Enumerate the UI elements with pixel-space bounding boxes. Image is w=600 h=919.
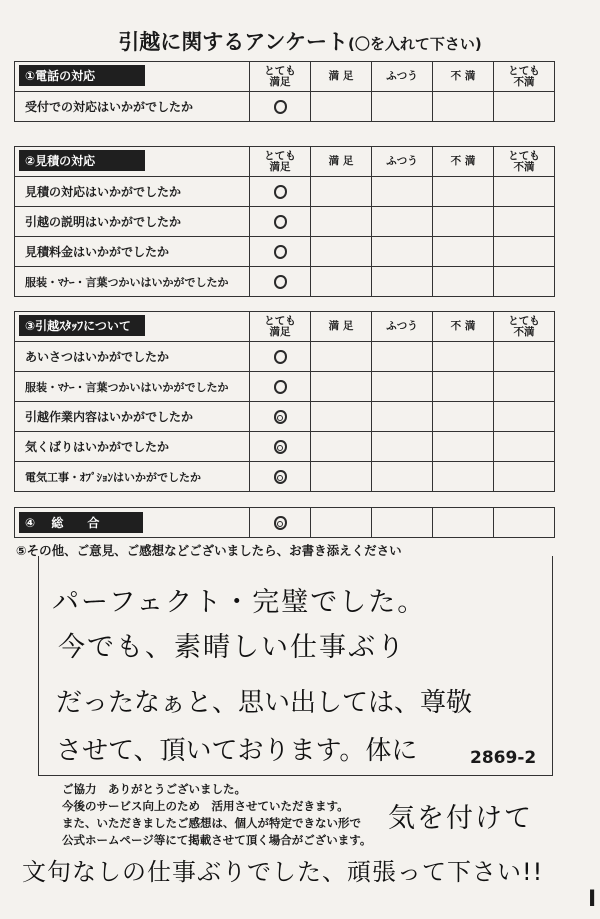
answer-cell[interactable]	[250, 177, 311, 207]
answer-cell[interactable]	[494, 267, 555, 297]
col-very-dissatisfied: とても 不満	[494, 147, 555, 177]
answer-cell[interactable]	[250, 342, 311, 372]
answer-cell[interactable]	[494, 207, 555, 237]
answer-cell[interactable]	[372, 237, 433, 267]
question-text: 受付での対応はいかがでしたか	[15, 92, 250, 122]
answer-cell[interactable]	[494, 342, 555, 372]
section-header-row	[15, 147, 555, 177]
col-dissatisfied: 不 満	[433, 62, 494, 92]
answer-cell[interactable]	[372, 92, 433, 122]
section-staff-table	[14, 311, 555, 492]
handwritten-line: パーフェクト・完璧でした。	[52, 587, 427, 618]
answer-cell[interactable]	[311, 267, 372, 297]
handwritten-line: させて、頂いております。体に	[56, 736, 418, 766]
answer-cell[interactable]	[372, 508, 433, 538]
answer-cell[interactable]	[494, 432, 555, 462]
circle-mark-icon	[274, 380, 287, 394]
answer-cell[interactable]	[311, 207, 372, 237]
comment-heading: ⑤その他、ご意見、ご感想などございましたら、お書き添えください	[16, 543, 402, 558]
circle-mark-icon	[274, 440, 287, 454]
question-row	[15, 92, 555, 122]
question-text: 引越の説明はいかがでしたか	[15, 207, 250, 237]
answer-cell[interactable]	[250, 462, 311, 492]
answer-cell[interactable]	[433, 432, 494, 462]
col-dissatisfied: 不 満	[433, 147, 494, 177]
answer-cell[interactable]	[250, 508, 311, 538]
question-text: 見積の対応はいかがでしたか	[15, 177, 250, 207]
answer-cell[interactable]	[494, 372, 555, 402]
circle-mark-icon	[274, 100, 287, 114]
question-row	[15, 237, 555, 267]
circle-mark-icon	[274, 275, 287, 289]
answer-cell[interactable]	[372, 372, 433, 402]
col-dissatisfied: 不 満	[433, 312, 494, 342]
question-row	[15, 177, 555, 207]
thanks-line: 今後のサービス向上のため 活用させていただきます。	[62, 799, 349, 813]
col-very-satisfied: とても 満足	[250, 62, 311, 92]
total-row	[15, 508, 555, 538]
section-banner: ③引越ｽﾀｯﾌについて	[19, 315, 145, 336]
question-row	[15, 402, 555, 432]
answer-cell[interactable]	[311, 237, 372, 267]
handwritten-line: だったなぁと、思い出しては、尊敬	[56, 688, 473, 718]
answer-cell[interactable]	[311, 508, 372, 538]
answer-cell[interactable]	[250, 432, 311, 462]
total-banner: ④ 総 合	[19, 512, 143, 533]
survey-title-main: 引越に関するアンケート	[118, 30, 349, 54]
col-very-satisfied: とても 満足	[250, 312, 311, 342]
edge-mark: I	[588, 887, 597, 912]
col-satisfied: 満 足	[311, 62, 372, 92]
answer-cell[interactable]	[372, 207, 433, 237]
circle-mark-icon	[274, 470, 287, 484]
col-neutral: ふつう	[372, 62, 433, 92]
col-very-dissatisfied: とても 不満	[494, 312, 555, 342]
answer-cell[interactable]	[311, 342, 372, 372]
section-banner: ①電話の対応	[19, 65, 145, 86]
answer-cell[interactable]	[433, 177, 494, 207]
question-text: 服装・ﾏﾅｰ・言葉つかいはいかがでしたか	[15, 372, 250, 402]
question-text: 服装・ﾏﾅｰ・言葉つかいはいかがでしたか	[15, 267, 250, 297]
section-total-table	[14, 507, 555, 538]
answer-cell[interactable]	[433, 207, 494, 237]
question-text: 引越作業内容はいかがでしたか	[15, 402, 250, 432]
question-text: 気くばりはいかがでしたか	[15, 432, 250, 462]
section-label-cell	[15, 147, 250, 177]
col-very-satisfied: とても 満足	[250, 147, 311, 177]
thanks-line: また、いただきましたご感想は、個人が特定できない形で	[62, 816, 361, 830]
question-text: あいさつはいかがでしたか	[15, 342, 250, 372]
answer-cell[interactable]	[250, 372, 311, 402]
handwritten-line: 気を付けて	[388, 803, 533, 834]
answer-cell[interactable]	[433, 342, 494, 372]
section-header-row	[15, 312, 555, 342]
answer-cell[interactable]	[311, 177, 372, 207]
thanks-note	[62, 781, 371, 849]
question-text: 電気工事・ｵﾌﾟｼｮﾝはいかがでしたか	[15, 462, 250, 492]
answer-cell[interactable]	[433, 267, 494, 297]
thanks-line: 公式ホームページ等にて掲載させて頂く場合がございます。	[62, 833, 372, 847]
col-satisfied: 満 足	[311, 312, 372, 342]
handwritten-line: 文句なしの仕事ぶりでした、頑張って下さい!!	[22, 858, 544, 886]
section-estimate-table	[14, 146, 555, 297]
answer-cell[interactable]	[250, 92, 311, 122]
answer-cell[interactable]	[372, 432, 433, 462]
answer-cell[interactable]	[433, 508, 494, 538]
question-row	[15, 432, 555, 462]
answer-cell[interactable]	[372, 342, 433, 372]
question-row	[15, 342, 555, 372]
answer-cell[interactable]	[372, 462, 433, 492]
question-text: 見積料金はいかがでしたか	[15, 237, 250, 267]
answer-cell[interactable]	[494, 462, 555, 492]
question-row	[15, 372, 555, 402]
answer-cell[interactable]	[250, 237, 311, 267]
answer-cell[interactable]	[311, 462, 372, 492]
handwritten-line: 今でも、素晴しい仕事ぶり	[58, 632, 406, 663]
circle-mark-icon	[274, 350, 287, 364]
answer-cell[interactable]	[494, 237, 555, 267]
answer-cell[interactable]	[494, 508, 555, 538]
circle-mark-icon	[274, 185, 287, 199]
answer-cell[interactable]	[250, 267, 311, 297]
circle-mark-icon	[274, 215, 287, 229]
answer-cell[interactable]	[494, 402, 555, 432]
circle-mark-icon	[274, 516, 287, 530]
total-label-cell	[15, 508, 250, 538]
col-neutral: ふつう	[372, 312, 433, 342]
answer-cell[interactable]	[311, 372, 372, 402]
section-phone-table	[14, 61, 555, 122]
survey-title-sub: (〇を入れて下さい)	[348, 35, 482, 53]
answer-cell[interactable]	[433, 462, 494, 492]
circle-mark-icon	[274, 245, 287, 259]
section-label-cell	[15, 312, 250, 342]
col-neutral: ふつう	[372, 147, 433, 177]
circle-mark-icon	[274, 410, 287, 424]
answer-cell[interactable]	[250, 207, 311, 237]
col-satisfied: 満 足	[311, 147, 372, 177]
reference-number: 2869-2	[470, 748, 537, 768]
section-banner: ②見積の対応	[19, 150, 145, 171]
question-row	[15, 462, 555, 492]
answer-cell[interactable]	[372, 267, 433, 297]
survey-title	[0, 26, 600, 56]
question-row	[15, 207, 555, 237]
col-very-dissatisfied: とても 不満	[494, 62, 555, 92]
answer-cell[interactable]	[372, 177, 433, 207]
answer-cell[interactable]	[433, 372, 494, 402]
answer-cell[interactable]	[311, 432, 372, 462]
answer-cell[interactable]	[494, 92, 555, 122]
section-label-cell	[15, 62, 250, 92]
question-row	[15, 267, 555, 297]
answer-cell[interactable]	[311, 402, 372, 432]
answer-cell[interactable]	[311, 92, 372, 122]
answer-cell[interactable]	[250, 402, 311, 432]
answer-cell[interactable]	[433, 92, 494, 122]
section-header-row	[15, 62, 555, 92]
thanks-line: ご協力 ありがとうございました。	[62, 782, 246, 796]
answer-cell[interactable]	[433, 402, 494, 432]
answer-cell[interactable]	[372, 402, 433, 432]
answer-cell[interactable]	[494, 177, 555, 207]
answer-cell[interactable]	[433, 237, 494, 267]
